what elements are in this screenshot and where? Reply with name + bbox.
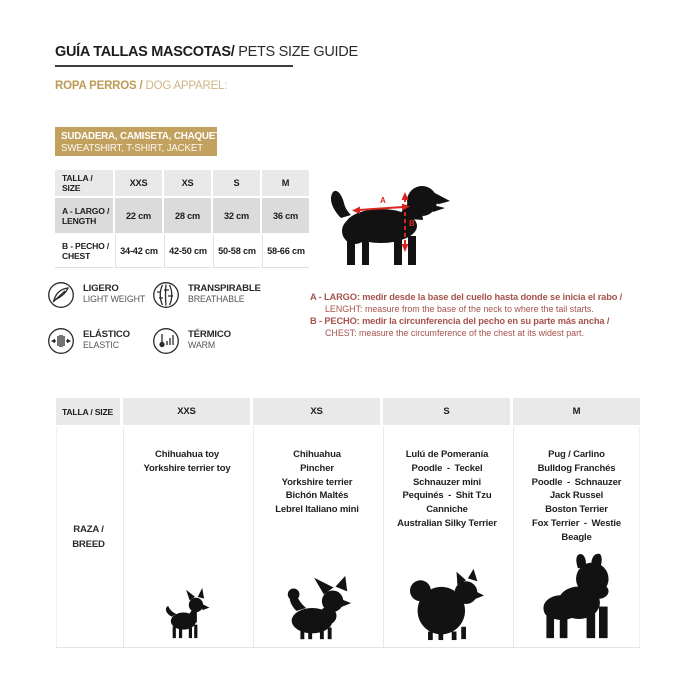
- elastic-icon: [47, 327, 75, 355]
- size-table: [55, 170, 303, 268]
- garment-type-es: SUDADERA, CAMISETA, CHAQUETA/: [61, 131, 230, 142]
- page-subtitle-es: ROPA PERROS /: [55, 80, 143, 92]
- size-table-corner: TALLA / SIZE: [55, 170, 113, 196]
- chest-row: [55, 235, 303, 268]
- dogbox-m: [532, 553, 622, 641]
- breed-col-s: S: [383, 398, 510, 425]
- breed-item: Beagle: [561, 531, 592, 543]
- breed-table-corner: TALLA / SIZE: [56, 398, 120, 425]
- breed-cell-m: [513, 427, 640, 647]
- breed-item: Yorkshire terrier: [281, 476, 353, 488]
- length-xxs: 22 cm: [115, 198, 162, 233]
- length-row: [55, 198, 303, 233]
- measuring-notes: [310, 292, 655, 340]
- dogbox-s: [404, 567, 490, 641]
- breed-col-xs: XS: [253, 398, 380, 425]
- breed-item: Pincher: [300, 462, 334, 474]
- page-subtitle-en: DOG APPAREL:: [142, 80, 228, 92]
- breed-cell-xxs: [123, 427, 250, 647]
- dog-silhouette-pomeranian: [404, 567, 490, 641]
- breed-item: Poodle - Teckel: [411, 462, 483, 474]
- garment-type-banner: [55, 127, 230, 156]
- breed-item: Fox Terrier - Westie: [531, 517, 622, 529]
- feature-warm-en: WARM: [188, 340, 216, 350]
- chest-xxs: 34-42 cm: [115, 235, 162, 268]
- breed-row-label-line2: BREED: [72, 539, 105, 550]
- chest-m: 58-66 cm: [262, 235, 309, 268]
- breed-row-label-cell: [56, 427, 120, 647]
- breed-item: Pug / Carlino: [548, 449, 605, 460]
- breed-table-body: [56, 427, 640, 648]
- size-col-xs: XS: [164, 170, 211, 196]
- breed-col-m: M: [513, 398, 640, 425]
- dogbox-xxs: [161, 585, 213, 641]
- breed-col-xxs: XXS: [123, 398, 250, 425]
- size-col-xxs: XXS: [115, 170, 162, 196]
- breed-table: [56, 398, 640, 648]
- arrow-b-label: B: [409, 219, 415, 228]
- features-list: [47, 281, 261, 355]
- length-m: 36 cm: [262, 198, 309, 233]
- breed-table-header-row: [56, 398, 640, 425]
- dog-silhouette-french-bulldog: [532, 553, 622, 641]
- length-s: 32 cm: [213, 198, 260, 233]
- breed-item: Canniche: [426, 504, 468, 516]
- breed-item: Schnauzer mini: [412, 476, 482, 488]
- note-chest-es: B - PECHO: medir la circunferencia del pecho en su parte más ancha /: [310, 316, 610, 326]
- breed-list-s: [397, 448, 497, 531]
- breed-row-label-line1: RAZA /: [73, 524, 104, 535]
- feather-icon: [47, 281, 75, 309]
- breed-cell-xs: [253, 427, 380, 647]
- feature-elastic-es: ELÁSTICO: [83, 329, 130, 340]
- chest-s: 50-58 cm: [213, 235, 260, 268]
- feature-breathable: [152, 281, 261, 309]
- note-length-en: LENGHT: measure from the base of the neck to where the tail starts.: [325, 303, 594, 314]
- breed-item: Chihuahua: [293, 449, 341, 460]
- dog-silhouette-labrador: [320, 174, 452, 266]
- page-title: [55, 44, 358, 67]
- page-title-en: PETS SIZE GUIDE: [234, 44, 358, 60]
- feature-warm: [152, 327, 261, 355]
- breed-list-xs: [275, 448, 359, 517]
- breed-item: Bulldog Franchés: [537, 462, 616, 474]
- feature-breathable-en: BREATHABLE: [188, 294, 245, 304]
- feature-lightweight: [47, 281, 152, 309]
- breed-list-xxs: [144, 448, 231, 476]
- breed-item: Lulú de Pomeranía: [405, 449, 489, 460]
- dog-silhouette-chihuahua: [161, 585, 213, 641]
- breed-cell-s: [383, 427, 510, 647]
- length-row-label: A - LARGO / LENGTH: [55, 198, 113, 233]
- dogbox-xs: [279, 575, 355, 641]
- feature-lightweight-es: LIGERO: [83, 283, 119, 294]
- length-xs: 28 cm: [164, 198, 211, 233]
- breed-item: Bichón Maltés: [285, 490, 349, 502]
- dog-silhouette-papillon: [279, 575, 355, 641]
- feature-elastic-en: ELASTIC: [83, 340, 119, 350]
- breed-item: Chihuahua toy: [154, 449, 220, 460]
- breed-list-m: [532, 448, 622, 545]
- feature-lightweight-en: LIGHT WEIGHT: [83, 294, 146, 304]
- feature-breathable-es: TRANSPIRABLE: [188, 283, 261, 294]
- breed-item: Yorkshire terrier toy: [143, 462, 231, 474]
- size-table-header-row: [55, 170, 303, 196]
- thermometer-icon: [152, 327, 180, 355]
- page-title-es: GUÍA TALLAS MASCOTAS/: [55, 44, 235, 60]
- breed-item: Pequinés - Shit Tzu: [402, 490, 492, 502]
- size-col-s: S: [213, 170, 260, 196]
- page-subtitle: [55, 80, 227, 92]
- arrow-a-label: A: [380, 196, 386, 205]
- feature-elastic: [47, 327, 152, 355]
- breed-item: Jack Russel: [549, 490, 604, 502]
- note-chest-en: CHEST: measure the circumference of the chest at its widest part.: [325, 327, 584, 338]
- breathable-icon: [152, 281, 180, 309]
- feature-warm-es: TÉRMICO: [188, 329, 231, 340]
- chest-xs: 42-50 cm: [164, 235, 211, 268]
- garment-type-en: SWEATSHIRT, T-SHIRT, JACKET: [61, 142, 203, 154]
- dog-measurement-diagram: [320, 174, 452, 266]
- note-length-es: A - LARGO: medir desde la base del cuello hasta donde se inicia el rabo /: [310, 292, 623, 302]
- breed-item: Australian Silky Terrier: [397, 517, 497, 529]
- chest-row-label: B - PECHO / CHEST: [55, 235, 113, 268]
- breed-item: Poodle - Schnauzer: [531, 476, 622, 488]
- breed-item: Lebrel Italiano mini: [275, 504, 359, 516]
- breed-item: Boston Terrier: [545, 504, 608, 516]
- size-col-m: M: [262, 170, 309, 196]
